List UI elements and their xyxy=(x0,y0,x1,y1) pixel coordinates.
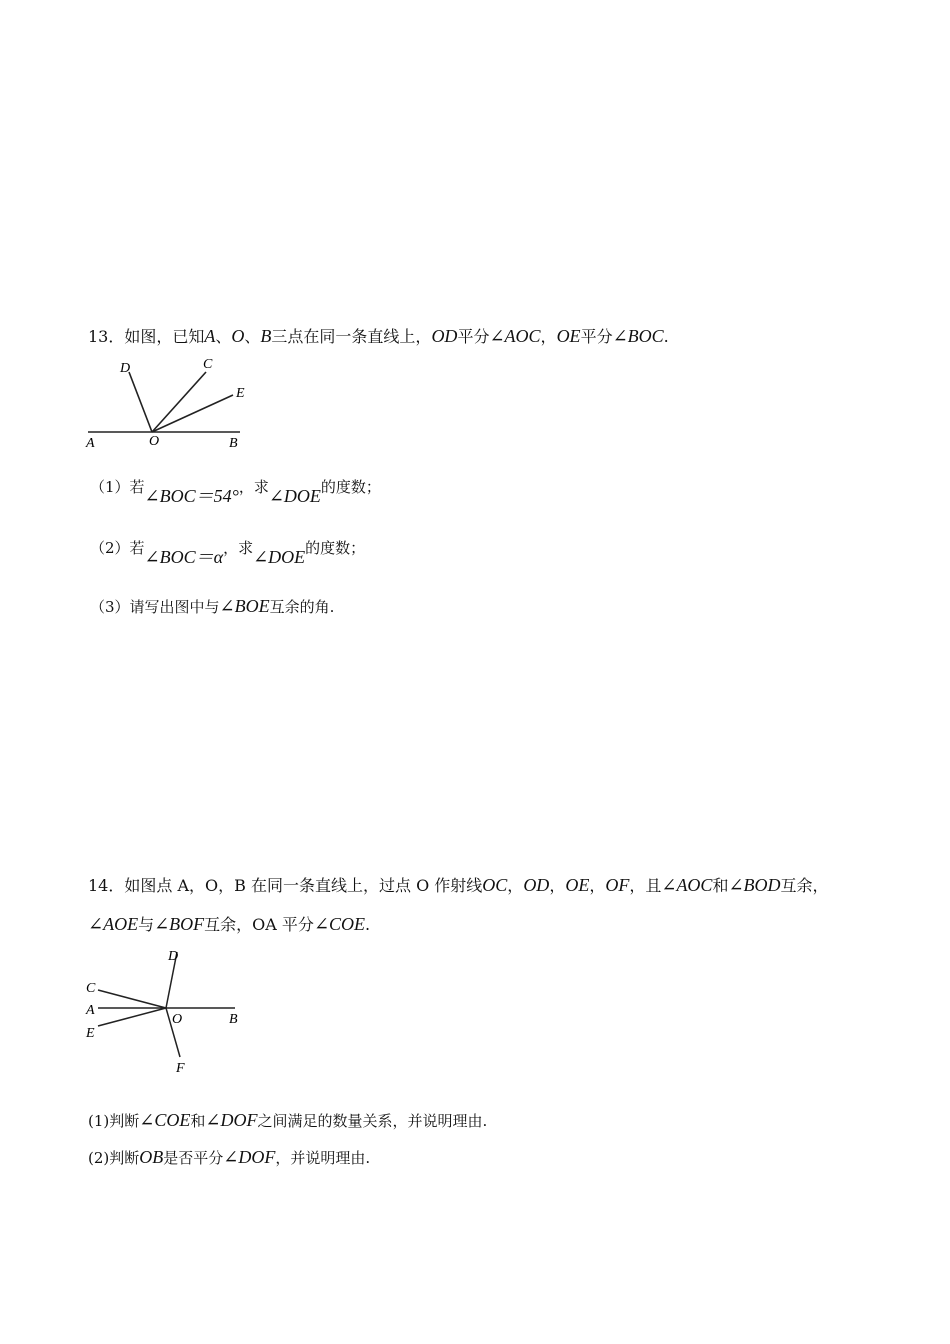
q14-part2: (2)判断OB是否平分∠DOF，并说明理由. xyxy=(88,1147,371,1167)
q13-part2: （2）若∠BOC＝α，求∠DOE的度数； xyxy=(90,539,366,567)
label-a: A xyxy=(86,436,95,451)
q13-part3: （3）请写出图中与∠BOE互余的角. xyxy=(90,596,335,616)
q13-stem: 13．如图，已知A、O、B三点在同一条直线上，OD平分∠AOC，OE平分∠BOC. xyxy=(88,326,669,346)
label-o: O xyxy=(172,1012,183,1027)
q14-stem-line1: 14．如图点 A，O，B 在同一条直线上，过点 O 作射线OC，OD，OE，OF，且∠AOC和∠BOD互余， xyxy=(88,875,829,895)
ray-oc xyxy=(152,372,206,432)
label-d: D xyxy=(120,361,131,376)
label-o: O xyxy=(149,434,160,449)
ray-oc xyxy=(98,990,166,1008)
q14-figure xyxy=(80,942,260,1077)
label-d: D xyxy=(168,949,179,964)
label-b: B xyxy=(229,436,238,451)
ray-oe xyxy=(98,1008,166,1026)
label-c: C xyxy=(86,981,96,996)
label-e: E xyxy=(236,386,245,401)
label-f: F xyxy=(176,1061,185,1076)
q14-number: 14． xyxy=(88,876,125,895)
q14-part1: (1)判断∠COE和∠DOF之间满足的数量关系，并说明理由. xyxy=(88,1110,488,1130)
label-c: C xyxy=(203,357,213,372)
label-e: E xyxy=(86,1026,95,1041)
ray-od xyxy=(129,372,152,432)
label-a: A xyxy=(86,1003,95,1018)
q13-part1: （1）若∠BOC＝54°，求∠DOE的度数； xyxy=(90,478,381,506)
q13-figure xyxy=(80,350,260,455)
q13-number: 13． xyxy=(88,327,125,346)
q14-stem-line2: ∠AOE与∠BOF互余，OA 平分∠COE. xyxy=(88,914,371,934)
label-b: B xyxy=(229,1012,238,1027)
ray-oe xyxy=(152,395,233,432)
